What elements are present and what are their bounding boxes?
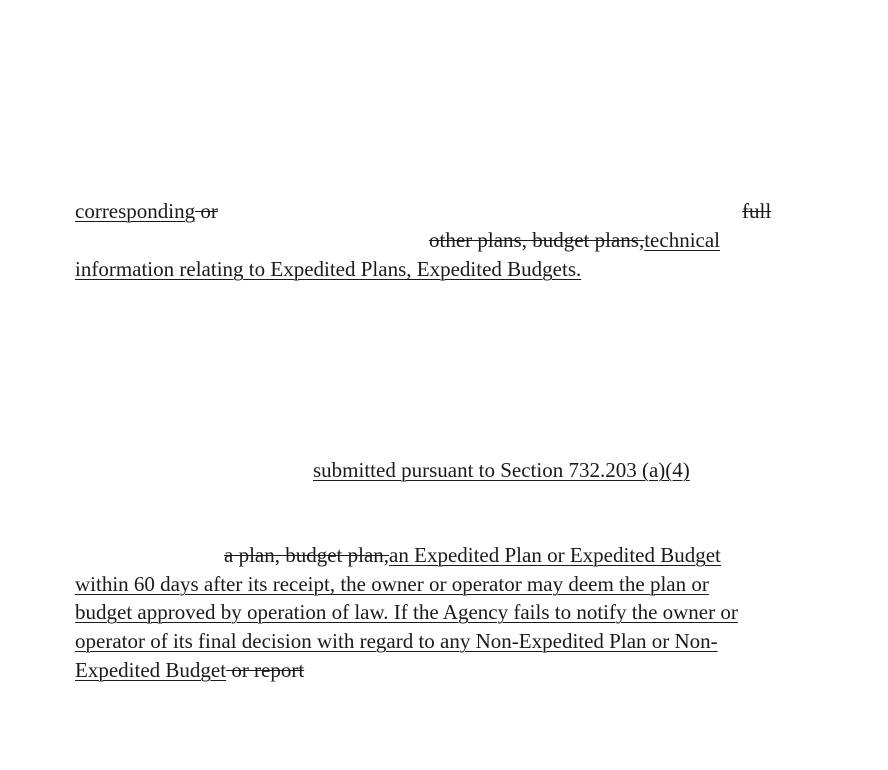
inserted-text: within 60 days after its receipt, the owner or operator may deem the plan or: [75, 572, 709, 596]
block1-line1-right: [742, 198, 771, 224]
deleted-text: full: [742, 199, 772, 223]
block3-line4: [75, 628, 718, 654]
deleted-text: , budget plan,: [274, 543, 390, 567]
deleted-text: a plan: [224, 543, 275, 567]
inserted-text: Expedited Budget: [75, 658, 227, 682]
inserted-text: submitted pursuant to Section 732.203 (a)(4): [313, 458, 690, 482]
block3-line1: [224, 542, 721, 568]
block3-line2: [75, 571, 709, 597]
block1-line1-left: [75, 198, 218, 224]
inserted-text: budget approved by operation of law. If the Agency fails to notify the owner or: [75, 600, 738, 624]
block2-line1: [313, 457, 690, 483]
inserted-text: technical: [644, 228, 721, 252]
block3-line5: [75, 657, 304, 683]
deleted-text: or: [195, 199, 218, 223]
block3-line3: [75, 599, 738, 625]
inserted-text: operator of its final decision with regard to any Non-Expedited Plan or Non-: [75, 629, 718, 653]
block1-line3: [75, 256, 581, 282]
inserted-text: corresponding: [75, 199, 196, 223]
inserted-text: an Expedited Plan or Expedited Budget: [389, 543, 721, 567]
deleted-text: other plans, budget plans,: [429, 228, 645, 252]
inserted-text: information relating to Expedited Plans, Expedited Budgets.: [75, 257, 582, 281]
deleted-text: or report: [226, 658, 305, 682]
block1-line2: [429, 227, 720, 253]
